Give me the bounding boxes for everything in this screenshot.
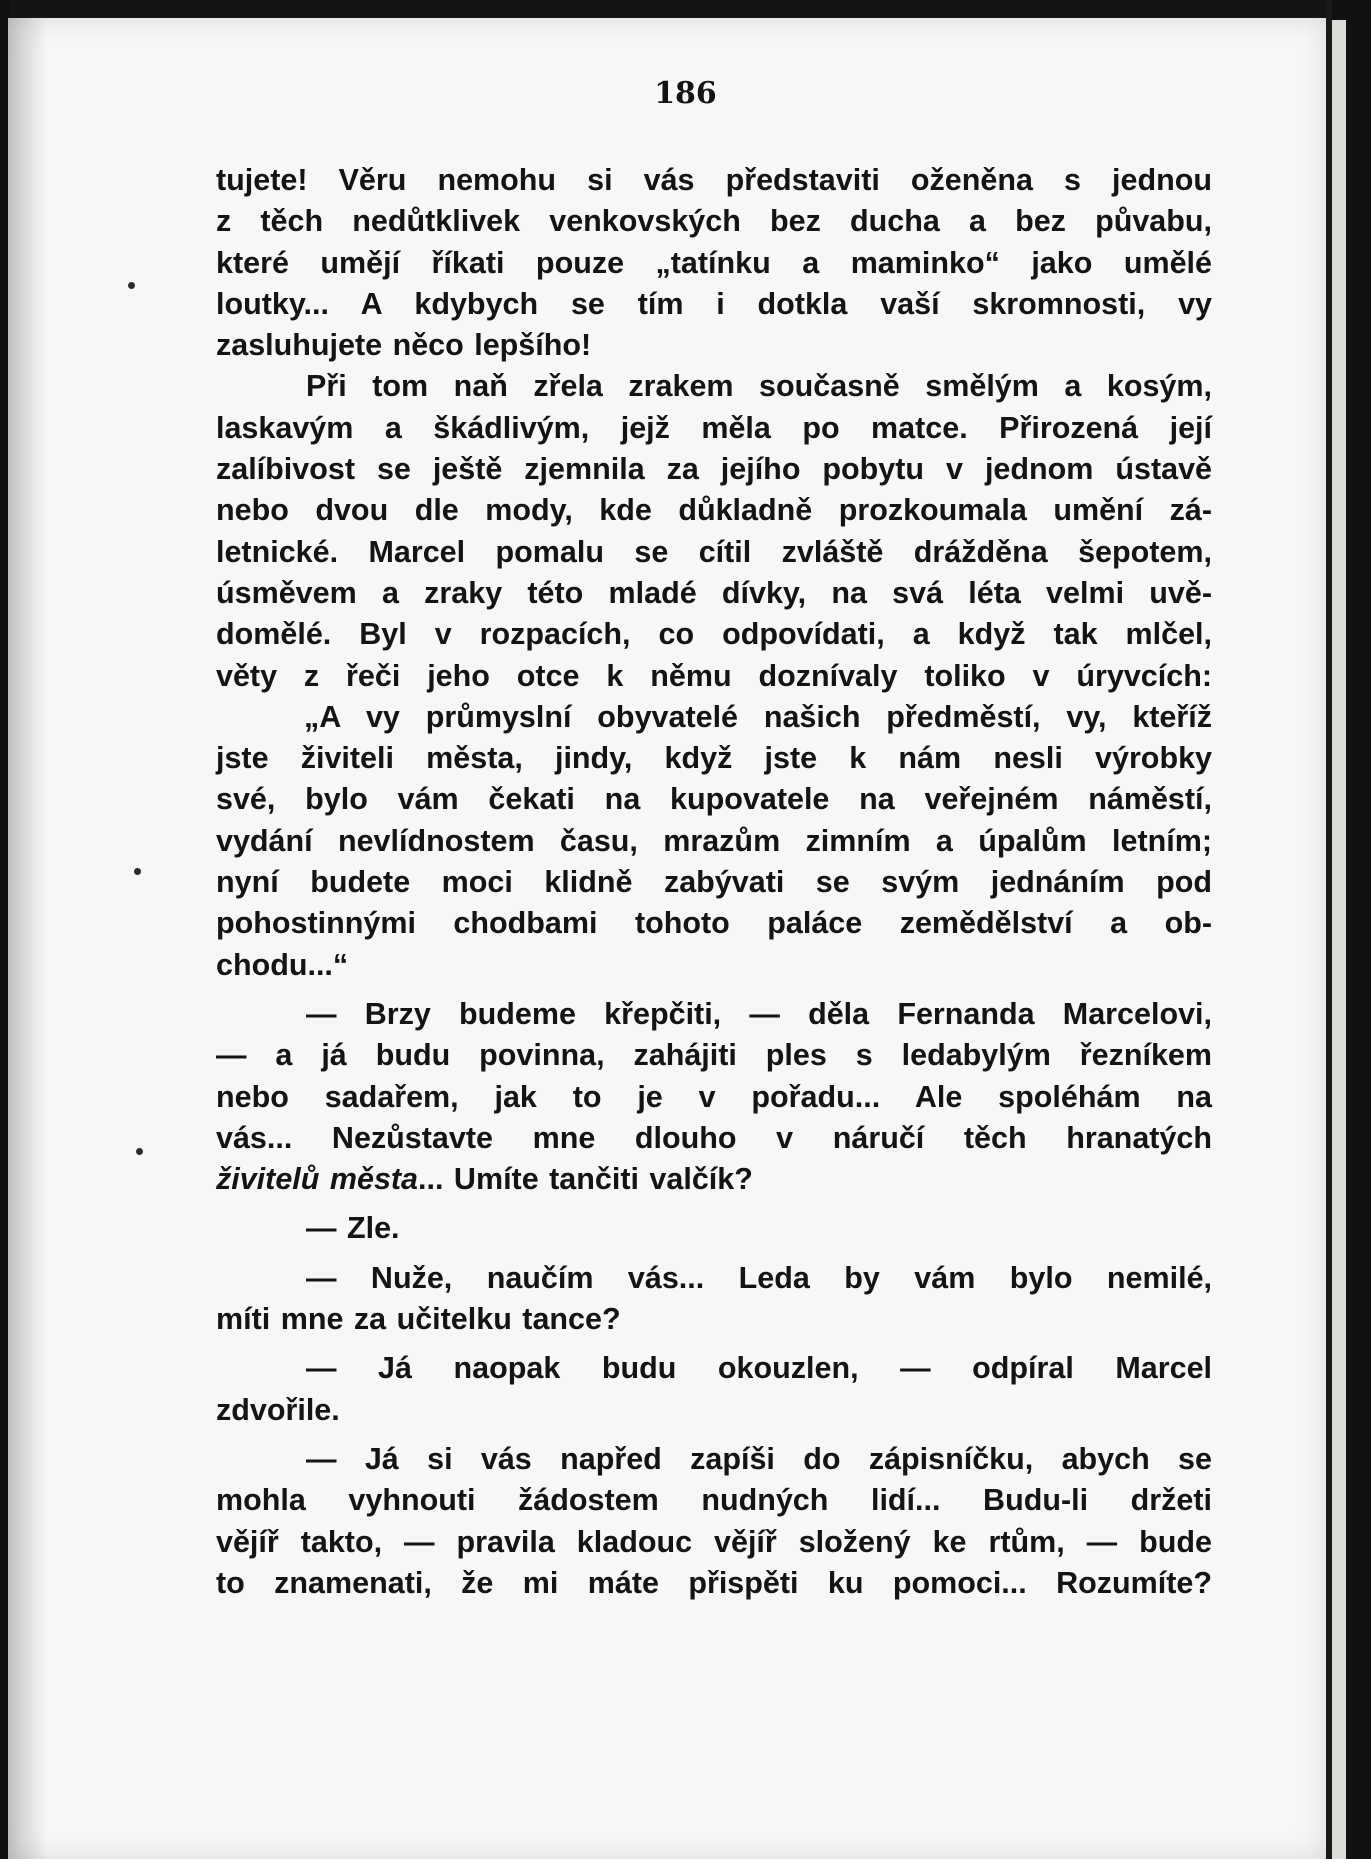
dialogue-line: — Já naopak budu okouzlen, — odpíral Marcel [306, 1351, 1212, 1386]
quote-line: jste živiteli města, jindy, když jste k nám nesli výrobky [216, 741, 1212, 776]
scan-top-border [10, 0, 1326, 18]
dialogue-line: — a já budu povinna, zahájiti ples s ledabylým řezníkem [216, 1038, 1212, 1073]
text-line: loutky... A kdybych se tím i dotkla vaší skromnosti, vy [216, 286, 1212, 321]
italic-phrase: živitelů města [216, 1162, 419, 1197]
text-line: nebo dvou dle mody, kde důkladně prozkoumala umění zá- [216, 493, 1212, 528]
dialogue-line: vás... Nezůstavte mne dlouho v náručí těch hranatých [216, 1120, 1212, 1155]
dialogue-line-with-italic [216, 1159, 1212, 1200]
margin-speck [134, 868, 141, 875]
text-line: z těch nedůtklivek venkovských bez ducha a bez půvabu, [216, 204, 1212, 239]
dialogue-line: — Já si vás napřed zapíši do zápisníčku, abych se [306, 1441, 1212, 1476]
quote-line: vydání nevlídnostem času, mrazům zimním a úpalům letním; [216, 823, 1212, 858]
text-line: zalíbivost se ještě zjemnila za jejího pobytu v jednom ústavě [216, 452, 1212, 487]
margin-speck [128, 282, 135, 289]
paragraph-gap [216, 986, 1212, 994]
text-line: zasluhujete něco lepšího! [216, 328, 592, 363]
quote-line: své, bylo vám čekati na kupovatele na veřejném náměstí, [216, 782, 1212, 817]
dialogue-line: mohla vyhnouti žádostem nudných lidí... Budu-li držeti [216, 1483, 1212, 1518]
dialogue-line: nebo sadařem, jak to je v pořadu... Ale spoléhám na [216, 1079, 1212, 1114]
text-line: Při tom naň zřela zrakem současně smělým a kosým, [306, 369, 1212, 404]
quote-line: nyní budete moci klidně zabývati se svým jednáním pod [216, 865, 1212, 900]
paragraph-gap [216, 1431, 1212, 1439]
dialogue-line: — Brzy budeme křepčiti, — děla Fernanda Marcelovi, [306, 996, 1212, 1031]
dialogue-line: vějíř takto, — pravila kladouc vějíř složený ke rtům, — bude [216, 1524, 1212, 1559]
text-line: které umějí říkati pouze „tatínku a maminko“ jako umělé [216, 245, 1212, 280]
dialogue-line: — Nuže, naučím vás... Leda by vám bylo nemilé, [306, 1260, 1212, 1295]
text-line: letnické. Marcel pomalu se cítil zvláště drážděna šepotem, [216, 534, 1212, 569]
body-text [216, 160, 1212, 1604]
quote-line: pohostinnými chodbami tohoto paláce zemědělství a ob- [216, 906, 1212, 941]
dialogue-line: — Zle. [306, 1211, 400, 1246]
text-line: věty z řeči jeho otce k němu doznívaly toliko v úryvcích: [216, 658, 1212, 693]
dialogue-line: zdvořile. [216, 1392, 340, 1427]
quote-line: chodu...“ [216, 947, 349, 982]
quote-line: „A vy průmyslní obyvatelé našich předměstí, vy, kteříž [304, 699, 1212, 734]
dialogue-line: to znamenati, že mi máte přispěti ku pomoci... Rozumíte? [216, 1565, 1212, 1600]
text-line: tujete! Věru nemohu si vás představiti oženěna s jednou [216, 163, 1212, 197]
dialogue-line: míti mne za učitelku tance? [216, 1302, 621, 1337]
paragraph-gap [216, 1250, 1212, 1258]
page-number: 186 [654, 76, 717, 111]
text-line: domělé. Byl v rozpacích, co odpovídati, a když tak mlčel, [216, 617, 1212, 652]
paragraph-gap [216, 1200, 1212, 1208]
gutter-shadow [8, 18, 48, 1859]
margin-speck [136, 1148, 143, 1155]
paragraph-gap [216, 1340, 1212, 1348]
next-page-strip [1332, 20, 1346, 1859]
text-line: úsměvem a zraky této mladé dívky, na svá léta velmi uvě- [216, 575, 1212, 610]
text-line: laskavým a škádlivým, jejž měla po matce. Přirozená její [216, 410, 1212, 445]
dialogue-line-tail: ... Umíte tančiti valčík? [418, 1162, 753, 1197]
